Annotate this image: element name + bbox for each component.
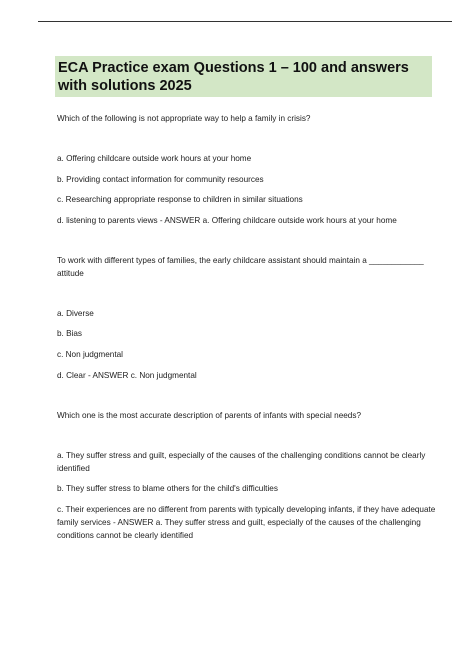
question-2 — [57, 254, 437, 382]
question-1-option-a: a. Offering childcare outside work hours at your home — [57, 154, 252, 163]
question-3-prompt: Which one is the most accurate description of parents of infants with special needs? — [57, 410, 362, 420]
question-1-option-c: c. Researching appropriate response to children in similar situations — [57, 195, 303, 205]
question-2-option-b: b. Bias — [57, 329, 83, 339]
top-rule — [38, 21, 452, 22]
question-1-prompt: Which of the following is not appropriate way to help a family in crisis? — [57, 114, 311, 123]
question-2-option-a: a. Diverse — [57, 308, 94, 318]
question-1-option-b: b. Providing contact information for community resources — [57, 174, 264, 184]
question-2-option-d: d. Clear - ANSWER c. Non judgmental — [57, 370, 197, 380]
question-3-option-c: c. Their experiences are no different from parents with typically developing infants, if they have adequate family services - ANSWER a. They suffer stress and guilt, especially of the causes of the challenging conditions cannot be clearly identified — [57, 504, 436, 540]
title-band — [55, 56, 432, 97]
question-3 — [57, 409, 437, 542]
question-3-option-b: b. They suffer stress to blame others for the child's difficulties — [57, 484, 278, 494]
document-title: ECA Practice exam Questions 1 – 100 and answers with solutions 2025 — [58, 60, 409, 94]
question-1 — [57, 112, 437, 227]
question-2-option-c: c. Non judgmental — [57, 349, 123, 359]
document-body — [57, 112, 437, 569]
question-2-prompt: To work with different types of families, the early childcare assistant should maintain a ____________ attitude — [57, 255, 424, 278]
question-3-option-a: a. They suffer stress and guilt, especially of the causes of the challenging conditions cannot be clearly identified — [57, 450, 426, 473]
question-1-option-d: d. listening to parents views - ANSWER a. Offering childcare outside work hours at your home — [57, 215, 397, 225]
